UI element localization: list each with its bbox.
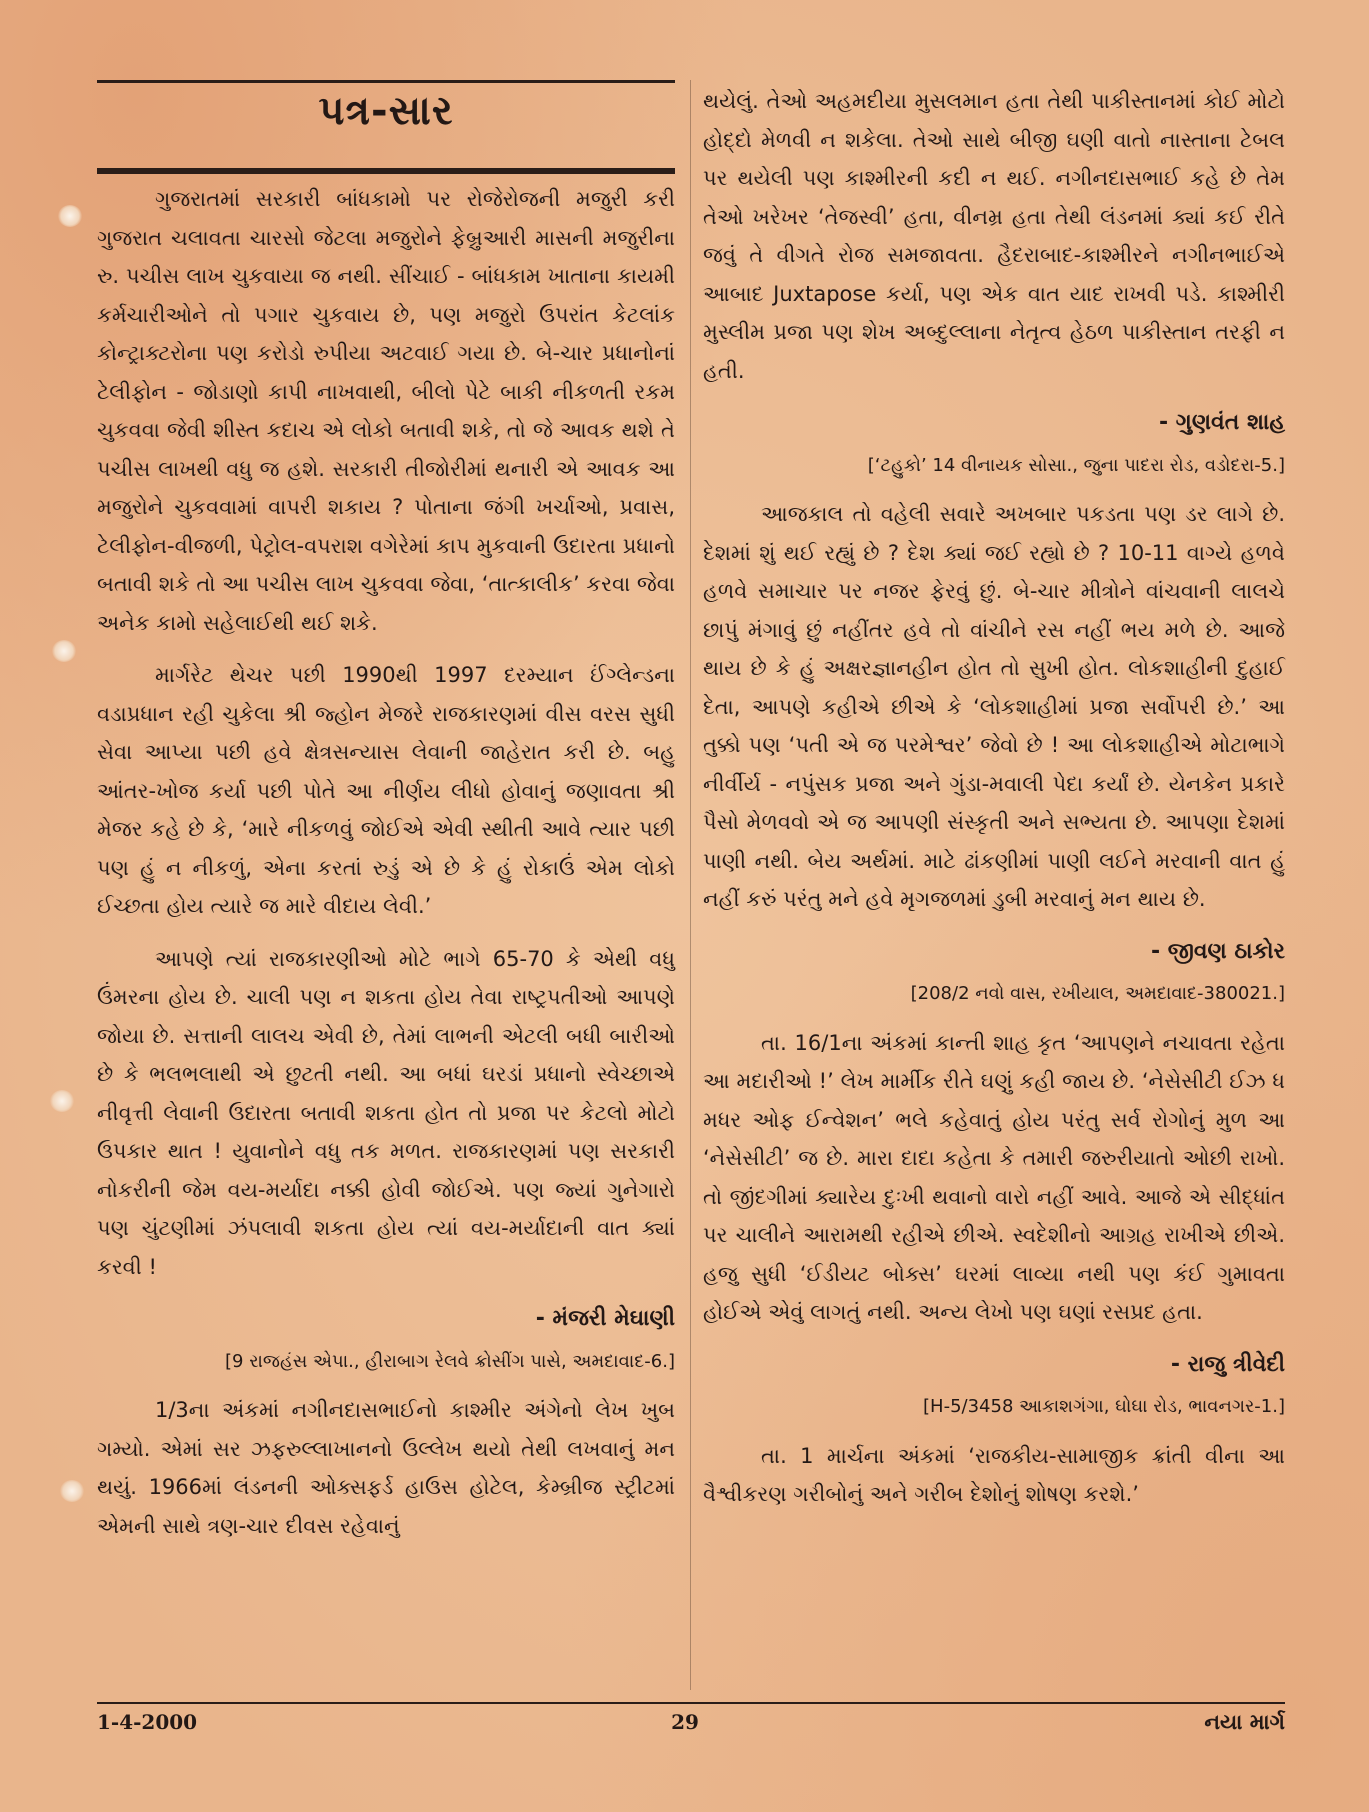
- letter-paragraph-continued: થયેલું. તેઓ અહમદીયા મુસલમાન હતા તેથી પાકીસ્તાનમાં કોઈ મોટો હોદ્દો મેળવી ન શકેલા. તેઓ સાથે બીજી ઘણી વાતો નાસ્તાના ટેબલ પર થયેલી પણ કાશ્મીરની કદી ન થઈ. નગીનદાસભાઈ કહે છે તેમ તેઓ ખરેખર ‘તેજસ્વી’ હતા, વીનમ્ર હતા તેથી લંડનમાં ક્યાં કઈ રીતે જવું તે વીગતે રોજ સમજાવતા. હૈદરાબાદ-કાશ્મીરને નગીનભાઈએ આબાદ Juxtapose કર્યા, પણ એક વાત યાદ રાખવી પડે. કાશ્મીરી મુસ્લીમ પ્રજા પણ શેખ અબ્દુલ્લાના નેતૃત્વ હેઠળ પાકીસ્તાન તરફી ન હતી.: [703, 89, 1285, 383]
- top-rule: [97, 80, 675, 83]
- punch-hole-mark: [58, 205, 82, 227]
- punch-hole-mark: [60, 1480, 84, 1502]
- punch-hole-mark: [52, 640, 76, 662]
- column-divider: [690, 80, 691, 1690]
- letter-paragraph: તા. 1 માર્ચના અંકમાં ‘રાજકીય-સામાજીક ક્રાંતી વીના આ વૈશ્વીકરણ ગરીબોનું અને ગરીબ દેશોનું શોષણ કરશે.’: [703, 1443, 1285, 1506]
- letter-signature: - જીવણ ઠાકોર: [1150, 938, 1285, 964]
- letter-paragraph: તા. 16/1ના અંકમાં કાન્તી શાહ કૃત ‘આપણને નચાવતા રહેતા આ મદારીઓ !’ લેખ માર્મીક રીતે ઘણું કહી જાય છે. ‘નેસેસીટી ઈઝ ધ મધર ઓફ ઈન્વેશન’ ભલે કહેવાતું હોય પરંતુ સર્વ રોગોનું મુળ આ ‘નેસેસીટી’ જ છે. મારા દાદા કહેતા કે તમારી જરુરીયાતો ઓછી રાખો. તો જીંદગીમાં ક્યારેય દુઃખી થવાનો વારો નહીં આવે. આજે એ સીદ્ધાંત પર ચાલીને આરામથી રહીએ છીએ. સ્વદેશીનો આગ્રહ રાખીએ છીએ. હજુ સુધી ‘ઈડીયટ બોક્સ’ ઘરમાં લાવ્યા નથી પણ કંઈ ગુમાવતા હોઈએ એવું લાગતું નથી. અન્ય લેખો પણ ઘણાં રસપ્રદ હતા.: [703, 1030, 1286, 1324]
- heading-rule: [97, 168, 675, 174]
- letter-signature: - મંજરી મેઘાણી: [535, 1306, 675, 1331]
- letter-paragraph: 1/3ના અંકમાં નગીનદાસભાઈનો કાશ્મીર અંગેનો લેખ ખુબ ગમ્યો. એમાં સર ઝફરુલ્લાખાનનો ઉલ્લેખ થયો તેથી લખવાનું મન થયું. 1966માં લંડનની ઓક્સફર્ડ હાઉસ હોટેલ, કેમ્બ્રીજ સ્ટ્રીટમાં એમની સાથે ત્રણ-ચાર દીવસ રહેવાનું: [97, 1398, 675, 1538]
- footer-rule: [97, 1702, 1285, 1704]
- left-column: [97, 180, 675, 1559]
- magazine-name: નયા માર્ગ: [1204, 1710, 1285, 1734]
- letter-address: [H-5/3458 આકાશગંગા, ઘોઘા રોડ, ભાવનગર-1.]: [923, 1396, 1285, 1417]
- letter-address: [9 રાજહંસ એપા., હીરાબાગ રેલવે ક્રોસીંગ પાસે, અમદાવાદ-6.]: [225, 1350, 675, 1372]
- page-number: 29: [671, 1710, 699, 1734]
- letter-signature: - ગુણવંત શાહ: [1159, 410, 1285, 435]
- issue-date: 1-4-2000: [97, 1710, 198, 1734]
- letter-paragraph: આપણે ત્યાં રાજકારણીઓ મોટે ભાગે 65-70 કે એથી વધુ ઉંમરના હોય છે. ચાલી પણ ન શકતા હોય તેવા રાષ્ટ્રપતીઓ આપણે જોયા છે. સત્તાની લાલચ એવી છે, તેમાં લાભની એટલી બધી બારીઓ છે કે ભલભલાથી એ છુટતી નથી. આ બધાં ઘરડાં પ્રધાનો સ્વેચ્છાએ નીવૃત્તી લેવાની ઉદારતા બતાવી શકતા હોત તો પ્રજા પર કેટલો મોટો ઉપકાર થાત ! યુવાનોને વધુ તક મળત. રાજકારણમાં પણ સરકારી નોકરીની જેમ વય-મર્યાદા નક્કી હોવી જોઈએ. પણ જ્યાં ગુનેગારો પણ ચુંટણીમાં ઝંપલાવી શકતા હોય ત્યાં વય-મર્યાદાની વાત ક્યાં કરવી !: [97, 946, 675, 1279]
- punch-hole-mark: [50, 1090, 74, 1112]
- letter-paragraph: ગુજરાતમાં સરકારી બાંધકામો પર રોજેરોજની મજુરી કરી ગુજરાત ચલાવતા ચારસો જેટલા મજુરોને ફેબ્રુઆરી માસની મજુરીના રુ. પચીસ લાખ ચુકવાયા જ નથી. સીંચાઈ - બાંધકામ ખાતાના કાયમી કર્મચારીઓને તો પગાર ચુકવાય છે, પણ મજુરો ઉપરાંત કેટલાંક કોન્ટ્રાક્ટરોના પણ કરોડો રુપીયા અટવાઈ ગયા છે. બે-ચાર પ્રધાનોનાં ટેલીફોન - જોડાણો કાપી નાખવાથી, બીલો પેટે બાકી નીકળતી રકમ ચુકવવા જેવી શીસ્ત કદાચ એ લોકો બતાવી શકે, તો જે આવક થશે તે પચીસ લાખથી વધુ જ હશે. સરકારી તીજોરીમાં થનારી એ આવક આ મજુરોને ચુકવવામાં વાપરી શકાય ? પોતાના જંગી ખર્ચાઓ, પ્રવાસ, ટેલીફોન-વીજળી, પેટ્રોલ-વપરાશ વગેરેમાં કાપ મુકવાની ઉદારતા પ્રધાનો બતાવી શકે તો આ પચીસ લાખ ચુકવવા જેવા, ‘તાત્કાલીક’ કરવા જેવા અનેક કામો સહેલાઈથી થઈ શકે.: [97, 187, 675, 635]
- letter-address: [208/2 નવો વાસ, રખીયાલ, અમદાવાદ-380021.]: [910, 983, 1285, 1004]
- right-column: [703, 82, 1285, 1528]
- letter-signature: - રાજુ ત્રીવેદી: [1170, 1351, 1285, 1377]
- section-heading: પત્ર-સાર: [318, 88, 454, 134]
- letter-paragraph: માર્ગરેટ થેચર પછી 1990થી 1997 દરમ્યાન ઈંગ્લેન્ડના વડાપ્રધાન રહી ચુકેલા શ્રી જ્હોન મેજરે રાજકારણમાં વીસ વરસ સુધી સેવા આપ્યા પછી હવે ક્ષેત્રસન્યાસ લેવાની જાહેરાત કરી છે. બહુ આંતર-ખોજ કર્યા પછી પોતે આ નીર્ણય લીધો હોવાનું જણાવતા શ્રી મેજર કહે છે કે, ‘મારે નીકળવું જોઈએ એવી સ્થીતી આવે ત્યાર પછી પણ હું ન નીકળું, એના કરતાં રુડું એ છે કે હું રોકાઉં એમ લોકો ઈચ્છતા હોય ત્યારે જ મારે વીદાય લેવી.’: [97, 663, 675, 918]
- letter-paragraph: આજકાલ તો વહેલી સવારે અખબાર પકડતા પણ ડર લાગે છે. દેશમાં શું થઈ રહ્યું છે ? દેશ ક્યાં જઈ રહ્યો છે ? 10-11 વાગ્યે હળવે હળવે સમાચાર પર નજર ફેરવું છું. બે-ચાર મીત્રોને વાંચવાની લાલચે છાપું મંગાવું છું નહીંતર હવે તો વાંચીને રસ નહીં ભય મળે છે. આજે થાય છે કે હું અક્ષરજ્ઞાનહીન હોત તો સુખી હોત. લોકશાહીની દુહાઈ દેતા, આપણે કહીએ છીએ કે ‘લોકશાહીમાં પ્રજા સર્વોપરી છે.’ આ તુક્કો પણ ‘પતી એ જ પરમેશ્વર’ જેવો છે ! આ લોકશાહીએ મોટાભાગે નીર્વીર્ય - નપુંસક પ્રજા અને ગુંડા-મવાલી પેદા કર્યાં છે. યેનકેન પ્રકારે પૈસો મેળવવો એ જ આપણી સંસ્કૃતી અને સભ્યતા છે. આપણા દેશમાં પાણી નથી. બેય અર્થમાં. માટે ઢાંકણીમાં પાણી લઈને મરવાની વાત હું નહીં કરું પરંતુ મને હવે મૃગજળમાં ડુબી મરવાનું મન થાય છે.: [703, 502, 1285, 911]
- letter-address: [‘ટહુકો’ 14 વીનાયક સોસા., જુના પાદરા રોડ, વડોદરા-5.]: [867, 454, 1285, 476]
